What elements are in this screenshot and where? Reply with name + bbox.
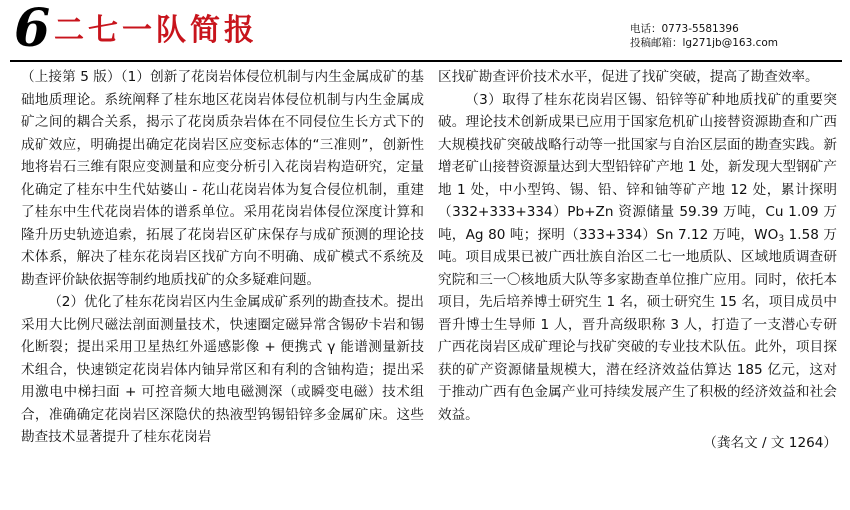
paragraph-2: （2）优化了桂东花岗岩区内生金属成矿系列的勘查技术。提出采用大比例尺磁法剖面测量技术，快速圈定磁异常含锡矽卡岩和锡化断裂；提出采用卫星热红外遥感影像 + 便携式 γ 能谱测量新技术组合，快速锁定花岗岩体内铀异常区和有利的含铀构造；提出采用激电中梯扫面 + 可控音频大地电磁测深（或瞬变电磁）技术组合，准确确定花岗岩区深隐伏的热液型钨锡铅锌多金属矿床。这些勘查技术显著提升了桂东花岗岩	[21, 294, 424, 445]
paragraph-3	[438, 89, 837, 427]
page-number: 6	[14, 0, 49, 59]
newsletter-title: 二七一队简报	[54, 13, 258, 48]
wo3-subscript: 3	[778, 233, 785, 244]
article-left-column	[21, 66, 424, 502]
header-divider	[10, 60, 842, 62]
paragraph-2-continued: 区找矿勘查评价技术水平，促进了找矿突破，提高了勘查效率。	[438, 69, 819, 85]
paragraph-1: （上接第 5 版）（1）创新了花岗岩体侵位机制与内生金属成矿的基础地质理论。系统阐释了桂东地区花岗岩体侵位机制与内生金属成矿之间的耦合关系，揭示了花岗质杂岩体在不同侵位生长方式下的成矿效应，明确提出确定花岗岩区应变标志体的“三准则”，创新性地将岩石三维有限应变测量和应变分析引入花岗岩构造研究，定量化确定了桂东中生代姑婆山 - 花山花岗岩体为复合侵位机制，重建了桂东中生代花岗岩体的谱系单位。采用花岗岩体侵位深度计算和隆升历史轨迹追索，拓展了花岗岩区矿床保存与成矿预测的理论技术体系，解决了桂东花岗岩区找矿方向不明确、成矿模式不系统及勘查评价缺依据等制约地质找矿的众多疑难问题。	[21, 69, 424, 288]
article-right-column	[438, 66, 837, 502]
phone-number: 电话：0773-5581396	[630, 23, 739, 35]
submission-email: 投稿邮箱：lg271jb@163.com	[630, 37, 779, 49]
paragraph-3-part-b: 1.58 万吨。项目成果已被广西壮族自治区二七一地质队、区域地质调查研究院和三一〇核地质大队等多家勘查单位推广应用。同时，依托本项目，先后培养博士研究生 1 名，硕士研究生 15 名，项目成员中晋升博士生导师 1 人，晋升高级职称 3 人，打造了一支潜心专研广西花岗岩区成矿理论与找矿突破的专业技术队伍。此外，项目探获的矿产资源储量规模大，潜在经济效益估算达 185 亿元，这对于推动广西有色金属产业可持续发展产生了积极的经济效益和社会效益。	[438, 226, 837, 423]
page-header	[0, 0, 850, 62]
author-signature: （龚名文 / 文 1264）	[703, 435, 837, 451]
paragraph-3-part-a: （3）取得了桂东花岗岩区锡、铅锌等矿种地质找矿的重要突破。理论技术创新成果已应用于国家危机矿山接替资源勘查和广西大规模找矿突破战略行动等一批国家与自治区层面的勘查实践。新增老矿山接替资源量达到大型铅锌矿产地 1 处，新发现大型钢矿产地 1 处，中小型钨、锡、铅、锌和铀等矿产地 12 处，累计探明（332+333+334）Pb+Zn 资源储量 59.39 万吨，Cu 1.09 万吨，Ag 80 吨；探明（333+334）Sn 7.12 万吨，WO	[438, 91, 837, 243]
contact-info	[630, 22, 830, 50]
